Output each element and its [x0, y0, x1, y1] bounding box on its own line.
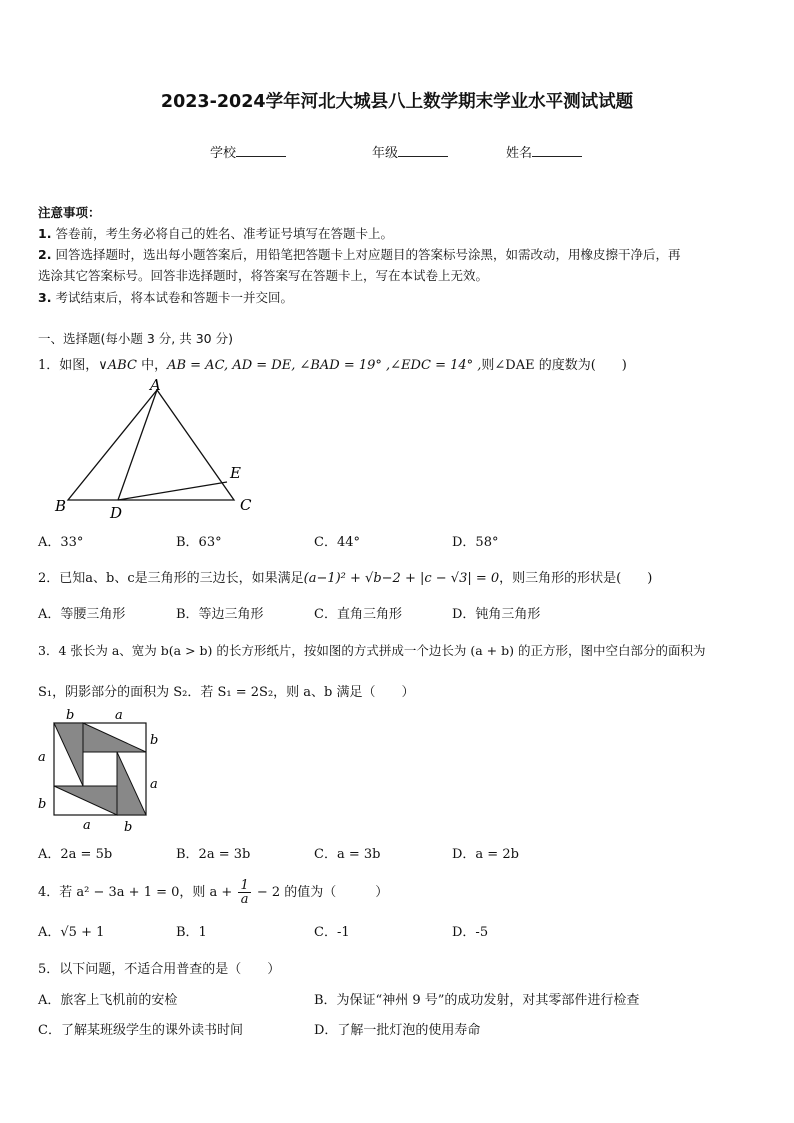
label-b-top: b: [66, 708, 75, 723]
q2-option-d: D．钝角三角形: [452, 607, 541, 622]
q4-option-c: C．-1: [314, 925, 350, 940]
label-b-bottom: b: [124, 820, 133, 835]
q3-option-a: A．2a = 5b: [38, 847, 113, 862]
name-blank: [532, 144, 582, 157]
grade-blank: [398, 144, 448, 157]
q2-option-a: A．等腰三角形: [38, 607, 126, 622]
section-heading: 一、选择题(每小题 3 分, 共 30 分): [38, 331, 233, 346]
q3-option-c: C．a = 3b: [314, 847, 381, 862]
q3-option-d: D．a = 2b: [452, 847, 519, 862]
q1-option-d: D．58°: [452, 535, 499, 550]
label-A: A: [150, 378, 161, 394]
label-b-left: b: [38, 797, 47, 812]
note-3: 3. 考试结束后，将本试卷和答题卡一并交回。: [38, 290, 293, 305]
q5-option-c: C．了解某班级学生的课外读书时间: [38, 1023, 243, 1038]
label-a-top: a: [115, 708, 123, 723]
label-a-left: a: [38, 750, 46, 765]
q1-triangle-figure: [50, 378, 270, 523]
note-2-cont: 选涂其它答案标号。回答非选择题时，将答案写在答题卡上，写在本试卷上无效。: [38, 268, 489, 283]
q2-option-b: B．等边三角形: [176, 607, 264, 622]
q4-option-d: D．-5: [452, 925, 489, 940]
q5-option-b: B．为保证“神州 9 号”的成功发射，对其零部件进行检查: [314, 993, 640, 1008]
name-label: 姓名: [506, 146, 533, 161]
q5-option-a: A．旅客上飞机前的安检: [38, 993, 178, 1008]
q1-option-b: B．63°: [176, 535, 222, 550]
q4-option-b: B．1: [176, 925, 207, 940]
q1-option-a: A．33°: [38, 535, 84, 550]
q2-stem: 2．已知a、b、c是三角形的三边长，如果满足(a−1)² + √b−2 + |c − √3| = 0，则三角形的形状是( ): [38, 571, 653, 586]
label-E: E: [230, 464, 241, 482]
q1-option-c: C．44°: [314, 535, 360, 550]
school-label: 学校: [210, 146, 237, 161]
q4-fraction: $\frac{1}{a}$: [240, 878, 249, 907]
note-2: 2. 回答选择题时，选出每小题答案后，用铅笔把答题卡上对应题目的答案标号涂黑，如需改动，用橡皮擦干净后，再: [38, 247, 681, 262]
q5-option-d: D．了解一批灯泡的使用寿命: [314, 1023, 481, 1038]
grade-field: [372, 142, 448, 161]
q1-stem: 1．如图，∨ABC 中，AB = AC, AD = DE, ∠BAD = 19° ,∠EDC = 14° ,则∠DAE 的度数为( ): [38, 358, 627, 373]
label-D: D: [110, 504, 123, 522]
q3-option-b: B．2a = 3b: [176, 847, 251, 862]
label-C: C: [240, 496, 252, 514]
label-B: B: [55, 497, 67, 515]
name-field: [506, 142, 582, 161]
page-title: 2023-2024学年河北大城县八上数学期末学业水平测试试题: [160, 92, 634, 112]
notes-title: 注意事项：: [38, 205, 101, 220]
q4-stem: 4．若 a² − 3a + 1 = 0，则 a + $\frac{1}{a}$ − 2 的值为（ ）: [38, 878, 389, 907]
school-blank: [236, 144, 286, 157]
q3-square-figure: [30, 706, 170, 836]
q5-stem: 5．以下问题，不适合用普查的是（ ）: [38, 962, 281, 977]
note-1: 1. 答卷前，考生务必将自己的姓名、准考证号填写在答题卡上。: [38, 226, 393, 241]
q3-stem-line1: 3．4 张长为 a、宽为 b(a > b) 的长方形纸片，按如图的方式拼成一个边长为 (a + b) 的正方形，图中空白部分的面积为: [38, 643, 706, 658]
q4-option-a: A．√5 + 1: [38, 925, 105, 940]
school-field: [210, 142, 286, 161]
label-a-bottom: a: [83, 818, 91, 833]
label-a-right: a: [150, 777, 158, 792]
q3-stem-line2: S₁，阴影部分的面积为 S₂．若 S₁ = 2S₂，则 a、b 满足（ ）: [38, 685, 415, 700]
label-b-right: b: [150, 733, 159, 748]
grade-label: 年级: [372, 146, 399, 161]
q2-option-c: C．直角三角形: [314, 607, 402, 622]
